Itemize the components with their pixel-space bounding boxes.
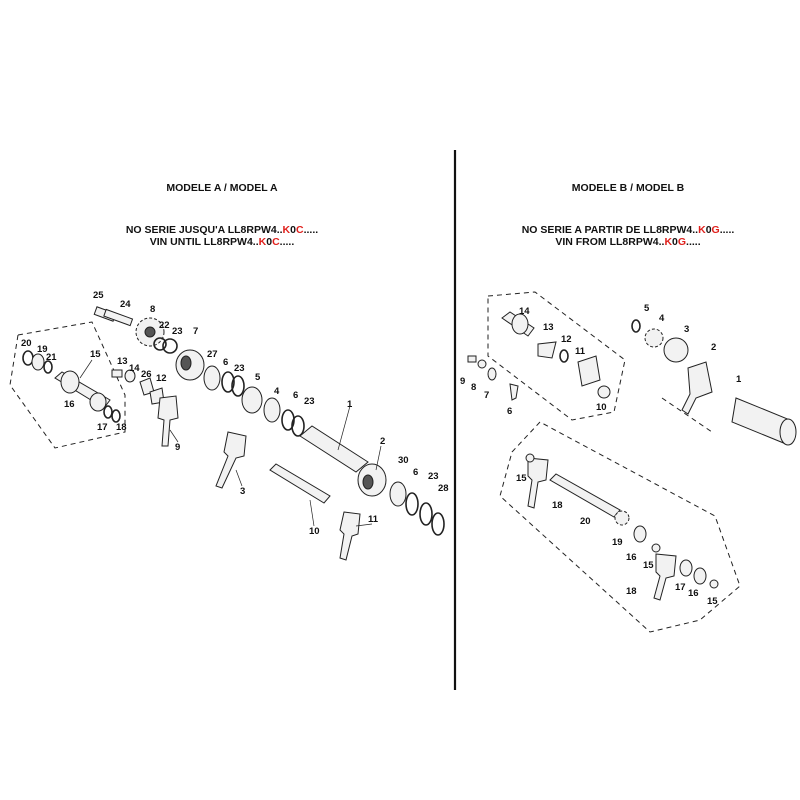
callout-b-19: 19 — [612, 537, 623, 548]
callout-b-10: 10 — [596, 402, 607, 413]
part-18-fork-a — [528, 458, 548, 508]
callout-a-19: 19 — [37, 344, 48, 355]
part-17-ring — [680, 560, 692, 576]
callout-b-3: 3 — [684, 324, 690, 335]
callout-b-14: 14 — [519, 306, 530, 317]
callout-b-15: 15 — [516, 473, 527, 484]
callout-b-12: 12 — [561, 334, 572, 345]
callout-a-30: 30 — [398, 455, 409, 466]
part-6-pin — [510, 384, 518, 400]
model-b-serial-fr: NO SERIE A PARTIR DE LL8RPW4..K0G..... — [521, 224, 735, 236]
callout-b-7: 7 — [484, 390, 490, 401]
callout-a-22: 22 — [159, 320, 170, 331]
callout-a-2: 2 — [380, 436, 386, 447]
part-28-ring — [432, 513, 444, 535]
callout-a-21: 21 — [46, 352, 57, 363]
part-4-bearing — [264, 398, 280, 422]
callout-a-24: 24 — [120, 299, 131, 310]
part-4-gear — [645, 329, 663, 347]
callout-a-20: 20 — [21, 338, 32, 349]
part-16-gear — [90, 393, 106, 411]
part-9-fork — [158, 396, 178, 446]
callout-a-6c: 6 — [413, 467, 419, 478]
callout-a-23d: 23 — [428, 471, 439, 482]
part-16-bearing-b — [694, 568, 706, 584]
part-7-bore — [181, 356, 191, 370]
part-18-fork-b — [654, 554, 676, 600]
part-6-ring-c — [406, 493, 418, 515]
part-3-plate — [664, 338, 688, 362]
callout-b-9: 9 — [460, 376, 466, 387]
callout-a-1: 1 — [347, 399, 353, 410]
model-a-drawing — [10, 307, 444, 560]
part-12-washer — [560, 350, 568, 362]
model-a-serial-en: VIN UNTIL LL8RPW4..K0C..... — [149, 236, 295, 248]
callout-a-9: 9 — [175, 442, 181, 453]
callout-a-3: 3 — [240, 486, 246, 497]
callout-b-16: 16 — [626, 552, 637, 563]
callout-b-6: 6 — [507, 406, 513, 417]
part-15-clip-b — [652, 544, 660, 552]
part-1-shaft — [300, 426, 368, 472]
callout-b-15c: 15 — [707, 596, 718, 607]
part-30-bearing — [390, 482, 406, 506]
callout-b-17: 17 — [675, 582, 686, 593]
callout-b-16b: 16 — [688, 588, 699, 599]
part-24-pin — [104, 309, 133, 325]
part-11-fork — [340, 512, 360, 560]
callout-b-2: 2 — [711, 342, 717, 353]
part-27-bearing — [204, 366, 220, 390]
callout-b-4: 4 — [659, 313, 665, 324]
part-19-gear — [615, 511, 629, 525]
callout-a-13: 13 — [117, 356, 128, 367]
callout-a-15: 15 — [90, 349, 101, 360]
part-2-lever — [682, 362, 712, 414]
part-11-lever — [578, 356, 600, 386]
part-1-end — [780, 419, 796, 445]
callout-a-23b: 23 — [234, 363, 245, 374]
callout-a-14: 14 — [129, 363, 140, 374]
model-b-upper-box — [488, 292, 625, 420]
part-15-clip-a — [526, 454, 534, 462]
callout-a-28: 28 — [438, 483, 449, 494]
model-a-callouts — [21, 290, 449, 537]
callout-a-11: 11 — [368, 514, 379, 525]
part-16-bearing-a — [634, 526, 646, 542]
part-8-washer — [478, 360, 486, 368]
callout-a-5: 5 — [255, 372, 261, 383]
part-23-ring-c — [292, 416, 304, 436]
callout-a-7: 7 — [193, 326, 199, 337]
callout-a-23c: 23 — [304, 396, 315, 407]
part-19-bearing — [32, 354, 44, 370]
part-7-spring — [488, 368, 496, 380]
part-13-plate — [538, 342, 556, 358]
part-5-hub — [242, 387, 262, 413]
part-23-ring-d — [420, 503, 432, 525]
callout-a-6: 6 — [223, 357, 229, 368]
callout-a-23: 23 — [172, 326, 183, 337]
callout-a-16: 16 — [64, 399, 75, 410]
model-b-lower-box — [500, 422, 740, 632]
callout-a-17: 17 — [97, 422, 108, 433]
part-5-circlip — [632, 320, 640, 332]
part-3-fork — [216, 432, 246, 488]
callout-a-4: 4 — [274, 386, 280, 397]
callout-a-6b: 6 — [293, 390, 299, 401]
part-9-bolt — [468, 356, 476, 362]
model-b-title: MODELE B / MODEL B — [571, 182, 685, 194]
callout-a-8: 8 — [150, 304, 156, 315]
callout-b-20: 20 — [580, 516, 591, 527]
model-b-drawing — [468, 292, 796, 632]
part-10-bearing — [598, 386, 610, 398]
callout-b-1: 1 — [736, 374, 742, 385]
part-10-rod — [270, 464, 330, 503]
part-17-ring — [104, 406, 112, 418]
callout-a-10: 10 — [309, 526, 320, 537]
callout-a-12: 12 — [156, 373, 167, 384]
callout-b-5: 5 — [644, 303, 650, 314]
model-b-serial-en: VIN FROM LL8RPW4..K0G..... — [555, 236, 701, 248]
callout-a-25: 25 — [93, 290, 104, 301]
callout-b-15b: 15 — [643, 560, 654, 571]
part-8-hub — [145, 327, 155, 337]
callout-b-8: 8 — [471, 382, 477, 393]
part-18-ring — [112, 410, 120, 422]
part-20-washer — [23, 351, 33, 365]
callout-b-13: 13 — [543, 322, 554, 333]
callout-b-18b: 18 — [626, 586, 637, 597]
part-14-head — [512, 314, 528, 334]
part-2-bore — [363, 475, 373, 489]
part-13-plunger — [112, 370, 122, 377]
callout-a-18: 18 — [116, 422, 127, 433]
model-a-title: MODELE A / MODEL A — [166, 182, 278, 194]
part-15-hub — [61, 371, 79, 393]
callout-b-18: 18 — [552, 500, 563, 511]
part-15-clip-c — [710, 580, 718, 588]
callout-a-26: 26 — [141, 369, 152, 380]
model-a-serial-fr: NO SERIE JUSQU'A LL8RPW4..K0C..... — [125, 224, 319, 236]
callout-b-11: 11 — [575, 346, 586, 357]
callout-a-27: 27 — [207, 349, 218, 360]
